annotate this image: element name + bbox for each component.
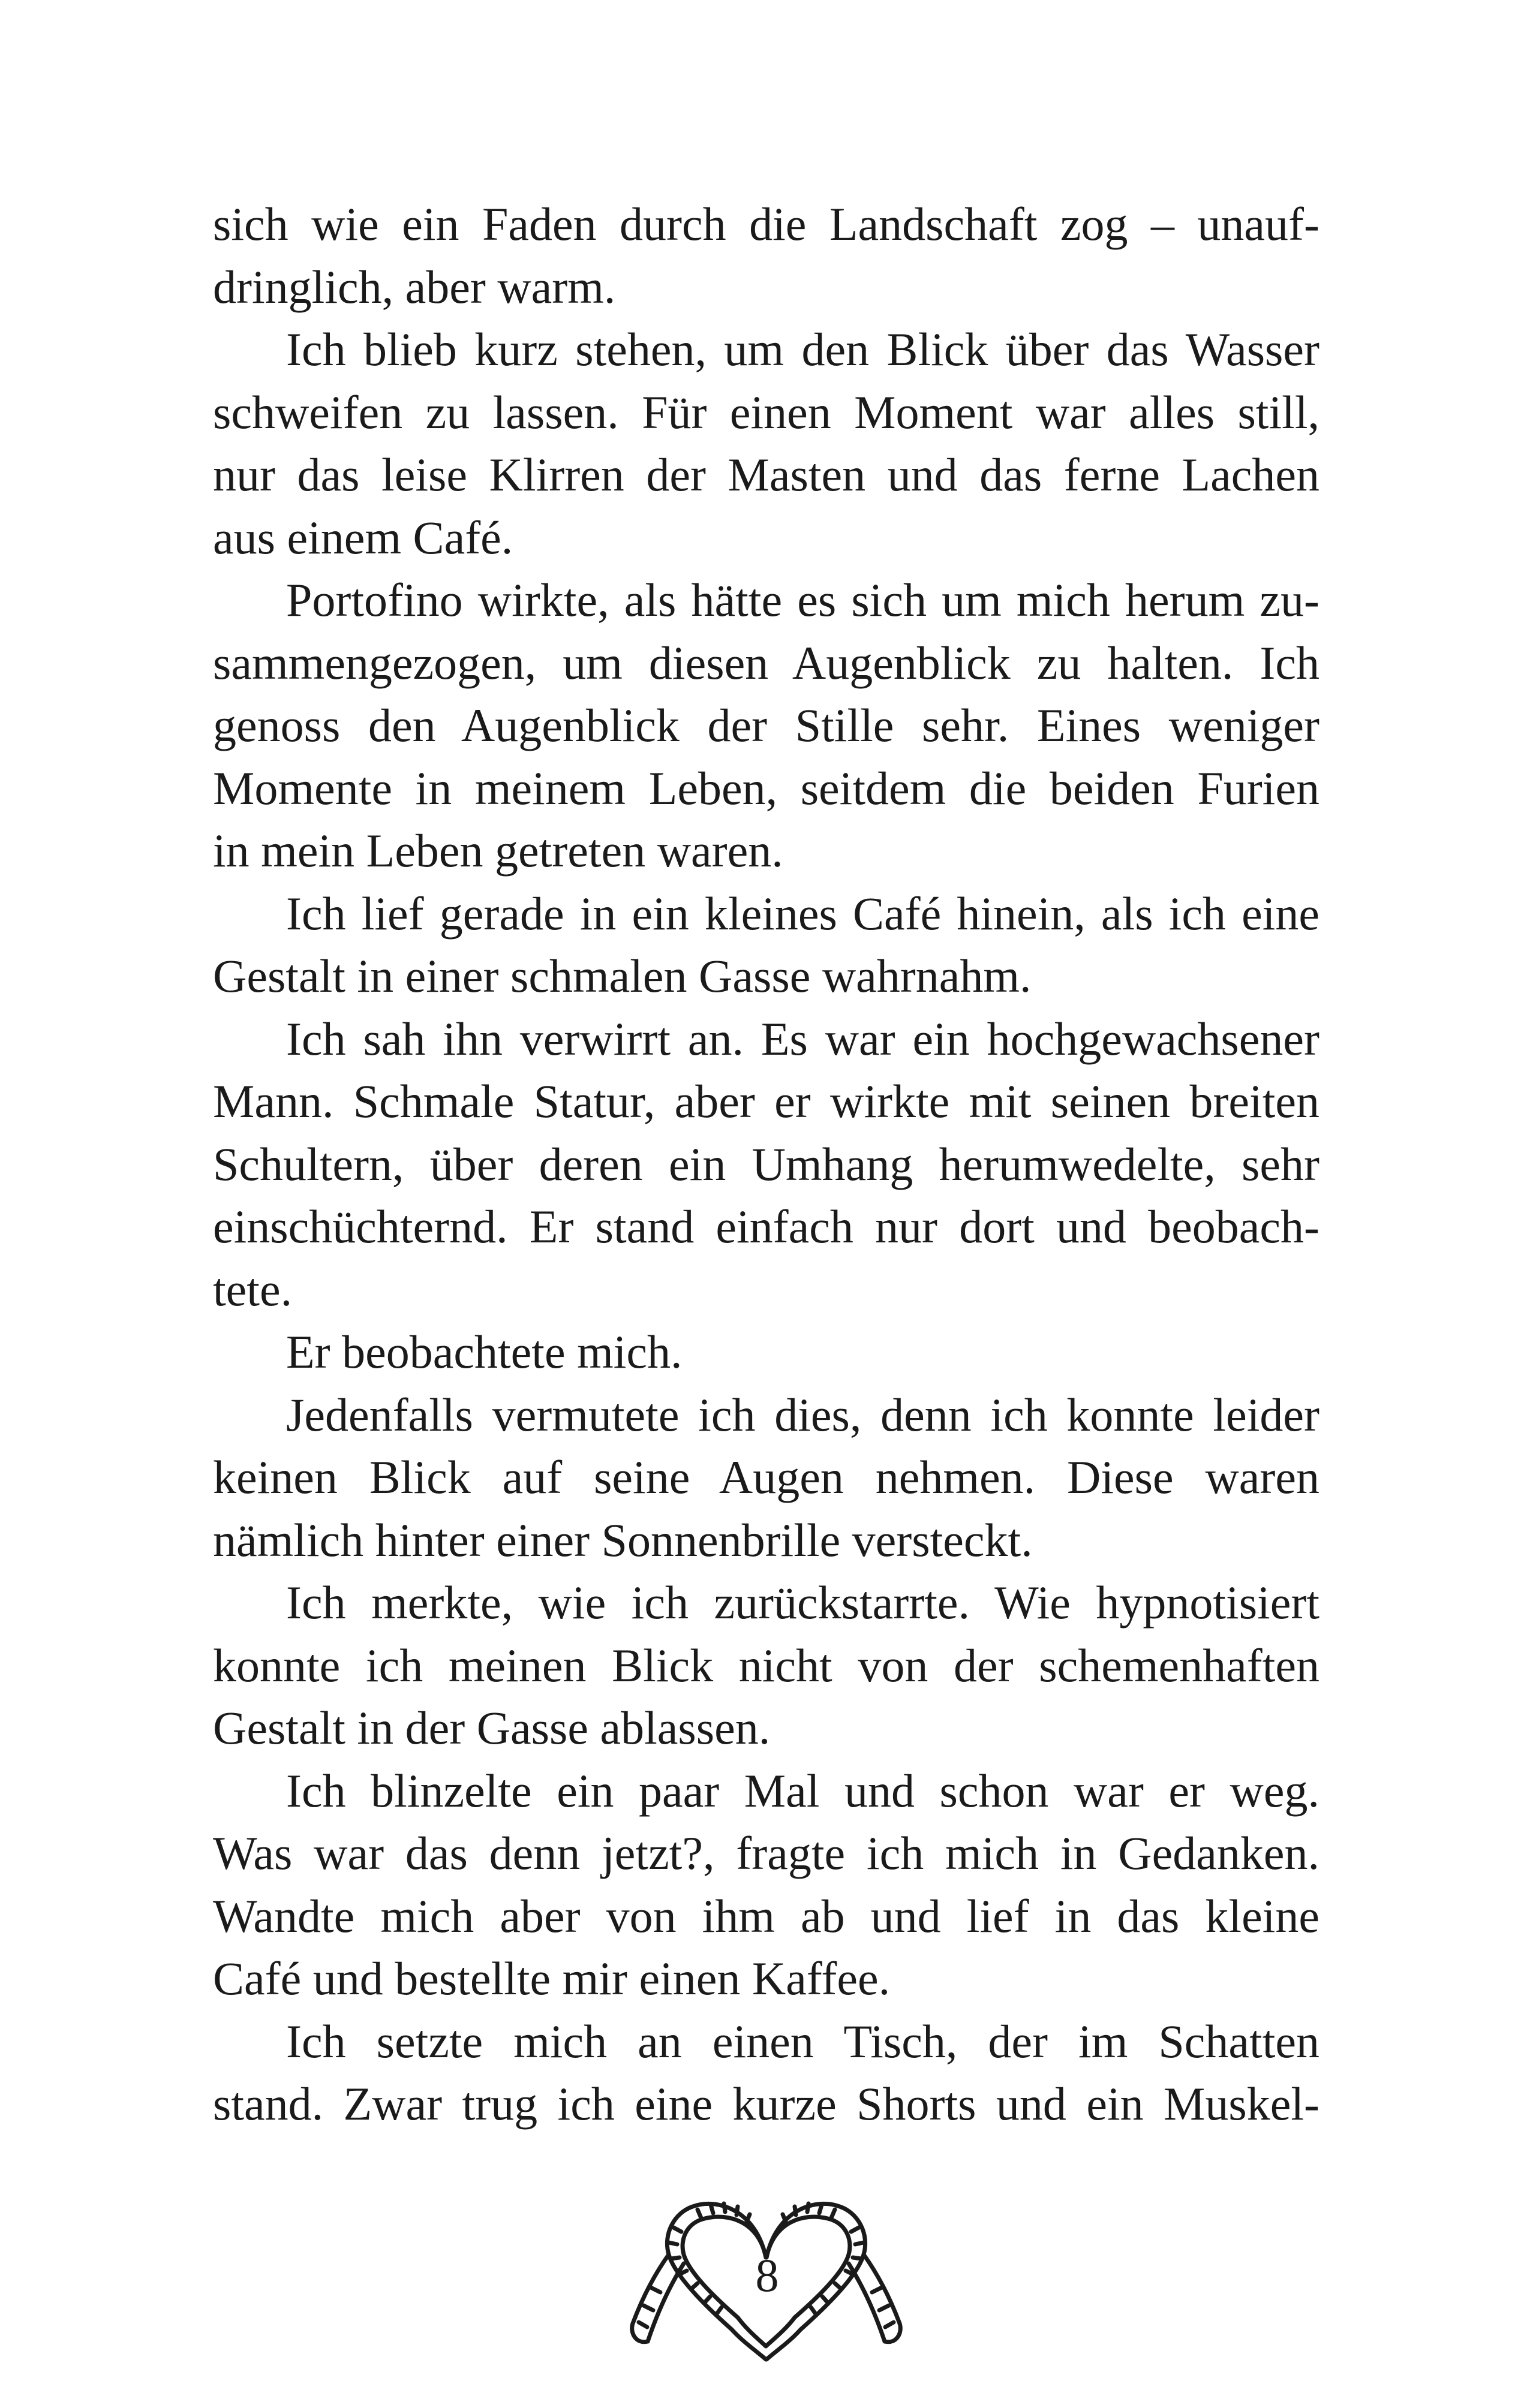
text-line: Ich setzte mich an einen Tisch, der im Schatten <box>286 2015 1319 2067</box>
text-line: in mein Leben getreten waren. <box>213 824 783 877</box>
text-line: Momente in meinem Leben, seitdem die beiden Furien <box>213 761 1319 814</box>
text-line: Jedenfalls vermutete ich dies, denn ich konnte leider <box>286 1388 1319 1441</box>
text-line: Gestalt in der Gasse ablassen. <box>213 1702 771 1754</box>
text-line: Wandte mich aber von ihm ab und lief in das kleine <box>213 1889 1319 1942</box>
page-number: 8 <box>755 2249 779 2301</box>
text-line: genoss den Augenblick der Stille sehr. Eines weniger <box>213 699 1319 751</box>
text-line: sich wie ein Faden durch die Landschaft zog – unauf- <box>213 198 1319 250</box>
text-line: Café und bestellte mir einen Kaffee. <box>213 1952 891 2004</box>
text-line: Schultern, über deren ein Umhang herumwedelte, sehr <box>213 1137 1319 1190</box>
text-line: nämlich hinter einer Sonnenbrille versteckt. <box>213 1513 1033 1566</box>
text-line: Ich blieb kurz stehen, um den Blick über das Wasser <box>286 323 1319 375</box>
body-text <box>213 193 1319 2136</box>
text-line: Ich merkte, wie ich zurückstarrte. Wie hypnotisiert <box>286 1576 1319 1629</box>
text-line: dringlich, aber warm. <box>213 260 616 313</box>
text-line: Mann. Schmale Statur, aber er wirkte mit seinen breiten <box>213 1075 1319 1127</box>
text-line: Er beobachtete mich. <box>286 1326 683 1378</box>
text-line: sammengezogen, um diesen Augenblick zu halten. Ich <box>213 636 1319 689</box>
text-line: Was war das denn jetzt?, fragte ich mich in Gedanken. <box>213 1827 1319 1879</box>
text-line: aus einem Café. <box>213 511 513 564</box>
text-line: Ich lief gerade in ein kleines Café hinein, als ich eine <box>286 887 1319 940</box>
text-line: Ich blinzelte ein paar Mal und schon war er weg. <box>286 1764 1319 1817</box>
text-line: Gestalt in einer schmalen Gasse wahrnahm. <box>213 950 1032 1002</box>
text-line: einschüchternd. Er stand einfach nur dort und beobach- <box>213 1200 1319 1253</box>
text-line: tete. <box>213 1263 293 1316</box>
text-line: Portofino wirkte, als hätte es sich um mich herum zu- <box>286 574 1319 626</box>
text-line: nur das leise Klirren der Masten und das ferne Lachen <box>213 449 1319 501</box>
text-line: stand. Zwar trug ich eine kurze Shorts und ein Muskel- <box>213 2078 1319 2130</box>
text-line: Ich sah ihn verwirrt an. Es war ein hochgewachsener <box>286 1012 1319 1065</box>
text-line: keinen Blick auf seine Augen nehmen. Diese waren <box>213 1451 1319 1503</box>
text-line: schweifen zu lassen. Für einen Moment war alles still, <box>213 386 1319 438</box>
text-line: konnte ich meinen Blick nicht von der schemenhaften <box>213 1639 1319 1691</box>
